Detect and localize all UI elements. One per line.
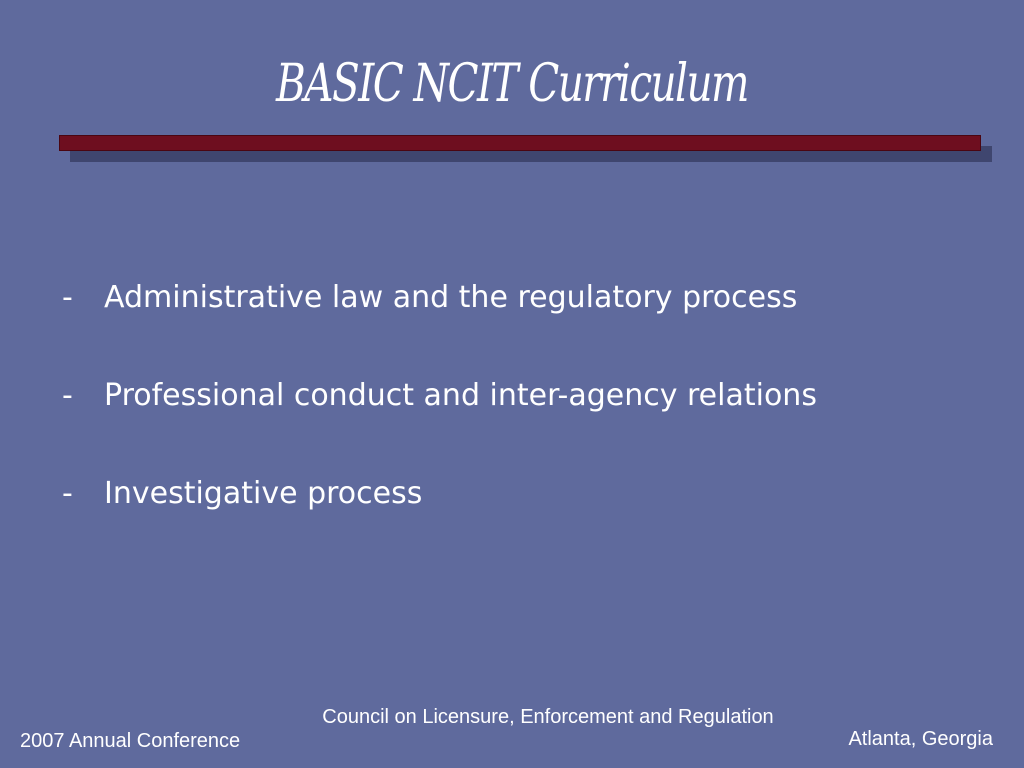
bullet-text: Investigative process (104, 476, 423, 511)
bullet-marker: - (62, 280, 73, 315)
slide-title: BASIC NCIT Curriculum (276, 54, 748, 114)
bullet-item (60, 378, 817, 428)
bullet-text: Professional conduct and inter-agency relations (104, 378, 817, 413)
footer-event: 2007 Annual Conference (20, 730, 241, 752)
footer-organization: Council on Licensure, Enforcement and Regulation (322, 706, 774, 728)
bullet-marker: - (62, 476, 73, 511)
title-rule (59, 135, 981, 151)
bullet-marker: - (62, 378, 73, 413)
bullet-list (60, 280, 817, 574)
bullet-item (60, 280, 817, 330)
footer-location: Atlanta, Georgia (848, 728, 993, 750)
bullet-item (60, 476, 817, 526)
bullet-text: Administrative law and the regulatory process (104, 280, 798, 315)
